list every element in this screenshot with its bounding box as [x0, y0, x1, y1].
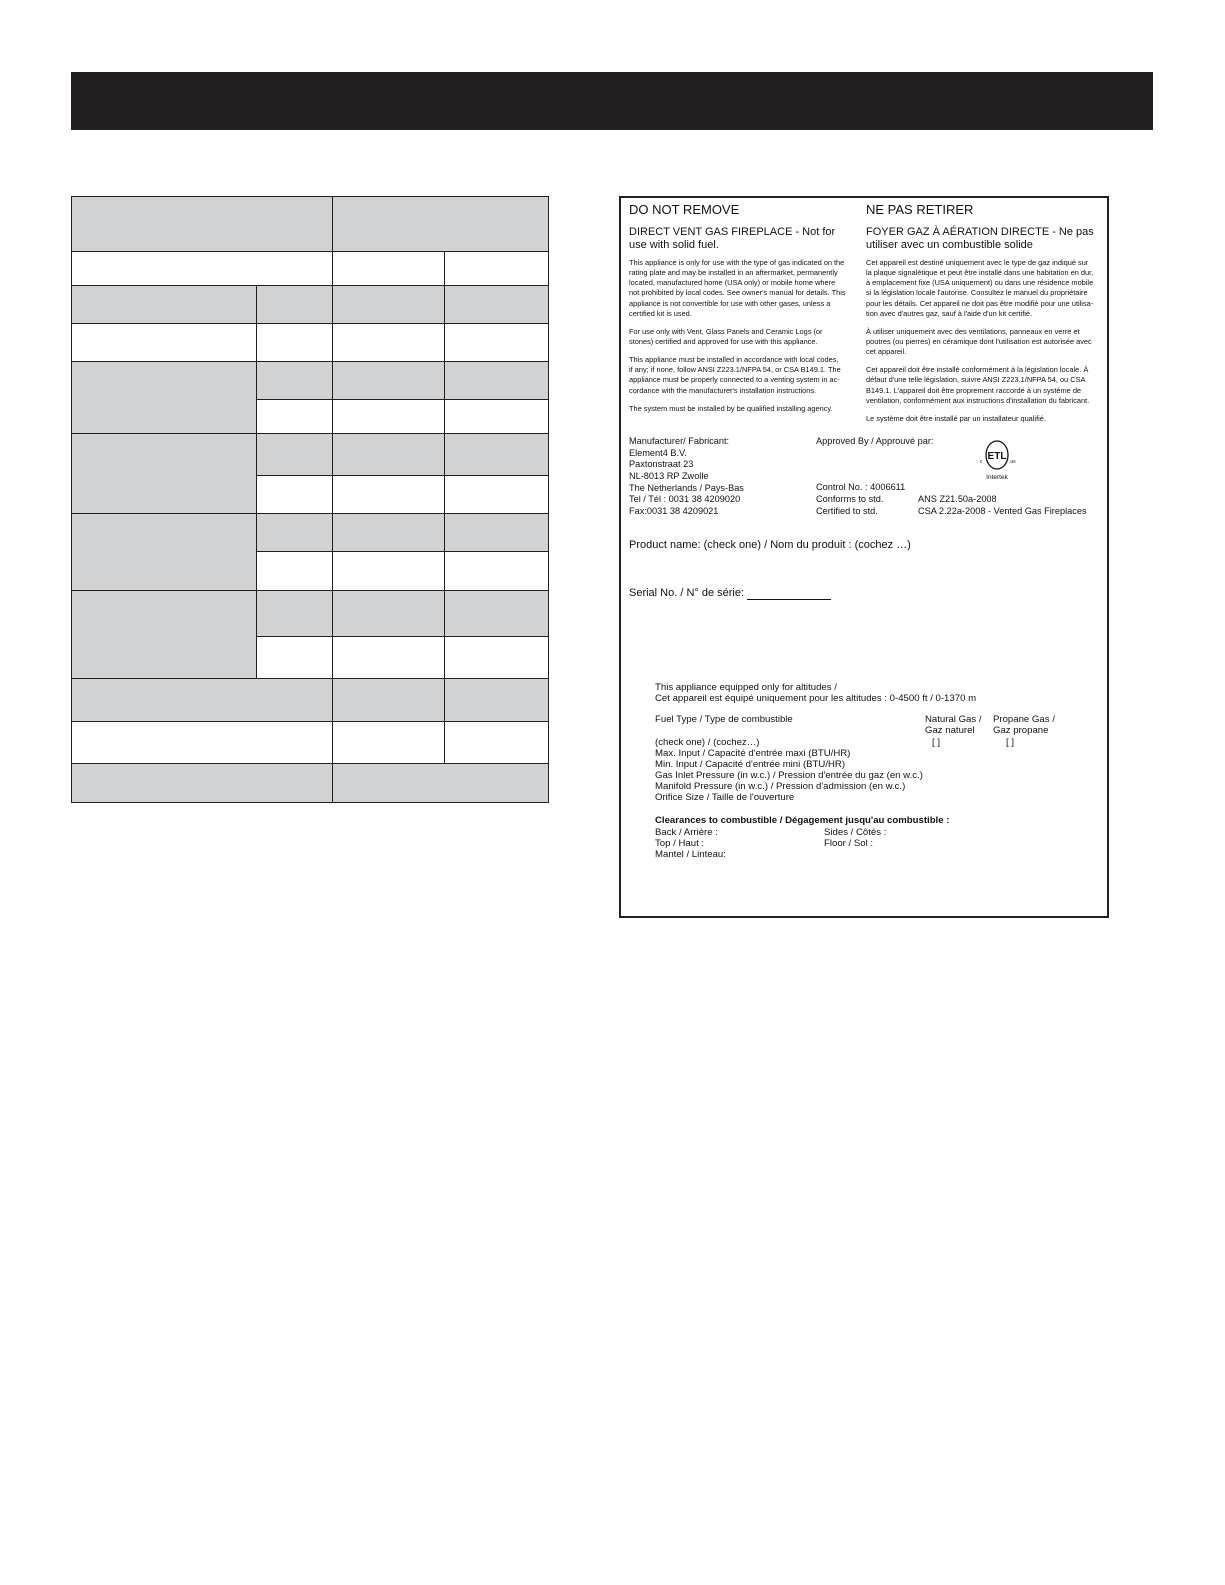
english-notice: This appliance is only for use with the type of gas indicated on the rating plate and may be installed in an aftermarket, permanently located, manufactured home (USA only) or mobile home where not prohibited by local codes. See owner's manual for details. This appliance is not convertible for use with other gases, unless a certified kit is used. For use only with Vent, Glass Panels and Ceramic Logs (or stones) certified and approved for use with this appliance. This appliance must be installed in accordance with local codes, if any; if none, follow ANSI Z223.1/NFPA 54, or CSA B149.1. The appliance must be properly connected to a venting system in ac- cordance with the manufacturer's installation instructions. The system must be installed by be qualified installing agency. [629, 258, 846, 413]
section-header-bar [71, 72, 1153, 130]
table-cell [72, 679, 333, 722]
altitude-statement: This appliance equipped only for altitudes / Cet appareil est équipé uniquement pour les altitudes : 0-4500 ft / 0-1370 m [655, 682, 977, 705]
certified-label: Certified to std. [816, 506, 878, 516]
table-cell [445, 400, 549, 434]
table-cell [445, 434, 549, 476]
table-cell [257, 434, 333, 476]
table-cell [333, 591, 445, 637]
table-cell [333, 722, 445, 764]
table-cell [257, 591, 333, 637]
table-cell [445, 591, 549, 637]
table-cell [445, 362, 549, 400]
table-cell [257, 552, 333, 591]
etl-intertek-logo [967, 435, 1029, 485]
table-cell [72, 434, 257, 514]
table-cell [257, 286, 333, 324]
fuel-spec-rows: (check one) / (cochez…) Max. Input / Capacité d'entrée maxi (BTU/HR) Min. Input / Capacité d'entrée mini (BTU/HR) Gas Inlet Pressure (in w.c.) / Pression d'entrée du gaz (en w.c.) Manifold Pressure (in w.c.) / Pression d'admission (en w.c.) Orifice Size / Taille de l'ouverture [655, 737, 923, 804]
table-cell [72, 286, 257, 324]
table-cell [257, 514, 333, 552]
table-cell [257, 637, 333, 679]
table-cell [445, 514, 549, 552]
table-cell [333, 197, 549, 252]
natural-gas-header: Natural Gas / Gaz naturel [925, 714, 982, 737]
table-cell [72, 591, 257, 679]
clearances-right: Sides / Côtés : Floor / Sol : [824, 827, 887, 850]
conforms-label: Conforms to std. [816, 494, 884, 504]
table-cell [445, 476, 549, 514]
product-name-field: Product name: (check one) / Nom du produit : (cochez …) [629, 539, 911, 551]
svg-text:c: c [979, 459, 983, 465]
table-cell [445, 552, 549, 591]
table-cell [72, 514, 257, 591]
manufacturer-block: Manufacturer/ Fabricant: Element4 B.V. Paxtonstraat 23 NL-8013 RP Zwolle The Netherlands / Pays-Bas Tel / Tél : 0031 38 4209020 Fax:0031 38 4209021 [629, 436, 744, 517]
table-cell [333, 252, 445, 286]
propane-gas-header: Propane Gas / Gaz propane [993, 714, 1055, 737]
table-cell [72, 722, 333, 764]
table-cell [445, 722, 549, 764]
table-cell [72, 197, 333, 252]
table-cell [445, 286, 549, 324]
table-cell [333, 286, 445, 324]
table-cell [333, 434, 445, 476]
certified-value: CSA 2.22a-2008 - Vented Gas Fireplaces [918, 506, 1087, 516]
table-cell [333, 476, 445, 514]
serial-number-field: Serial No. / N° de série: [629, 587, 831, 600]
svg-text:ETL: ETL [987, 451, 1007, 462]
control-number: Control No. : 4006611 [816, 482, 906, 492]
table-cell [333, 400, 445, 434]
serial-blank-line [747, 599, 831, 600]
table-cell [333, 552, 445, 591]
table-cell [257, 324, 333, 362]
table-cell [333, 764, 549, 803]
fuel-type-label: Fuel Type / Type de combustible [655, 714, 793, 725]
table-cell [257, 476, 333, 514]
table-cell [333, 324, 445, 362]
right-title: FOYER GAZ À AÉRATION DIRECTE - Ne pas utiliser avec un combustible solide [866, 226, 1094, 251]
conforms-value: ANS Z21.50a-2008 [918, 494, 997, 504]
table-cell [257, 400, 333, 434]
clearances-left: Back / Arrière : Top / Haut : Mantel / Linteau: [655, 827, 726, 861]
specification-table [71, 196, 549, 803]
left-title: DIRECT VENT GAS FIREPLACE - Not for use with solid fuel. [629, 226, 836, 251]
table-cell [333, 362, 445, 400]
table-cell [445, 679, 549, 722]
right-heading: NE PAS RETIRER [866, 202, 974, 217]
natural-gas-checkbox: [ ] [932, 737, 940, 748]
left-heading: DO NOT REMOVE [629, 202, 740, 217]
table-cell [333, 514, 445, 552]
svg-text:us: us [1010, 459, 1016, 465]
table-cell [257, 362, 333, 400]
table-cell [333, 679, 445, 722]
table-cell [72, 362, 257, 434]
table-cell [72, 324, 257, 362]
clearances-title: Clearances to combustible / Dégagement jusqu'au combustible : [655, 815, 950, 826]
table-cell [445, 324, 549, 362]
svg-text:Intertek: Intertek [986, 474, 1008, 481]
french-notice: Cet appareil est destiné uniquement avec le type de gaz indiqué sur la plaque signalétique et peut être installé dans une habitation en dur, à emplacement fixe (USA uniquement) ou dans une résidence mobile si la législation locale l'autorise. Consultez le manuel du propriétaire pour les détails. Cet appareil ne doit pas être modifié pour une utilisa- tion avec d'autres gaz, sauf à l'aide d'un kit certifié. À utiliser uniquement avec des ventilations, panneaux en verre et poutres (ou pierres) en céramique dont l'utilisation est autorisée avec cet appareil. Cet appareil doit être installé conformément à la législation locale. À défaut d'une telle législation, suivre ANSI Z223.1/NFPA 54, ou CSA B149.1. L'appareil doit être proprement raccordé à un système de ventilation, conformément aux instructions d'installation du fabricant. Le système doit être installé par un installateur qualifié. [866, 258, 1094, 423]
table-cell [333, 637, 445, 679]
propane-gas-checkbox: [ ] [1006, 737, 1014, 748]
table-cell [72, 764, 333, 803]
table-cell [72, 252, 333, 286]
rating-plate-label [619, 196, 1109, 918]
approved-by: Approved By / Approuvé par: [816, 436, 934, 446]
table-cell [445, 252, 549, 286]
table-cell [445, 637, 549, 679]
